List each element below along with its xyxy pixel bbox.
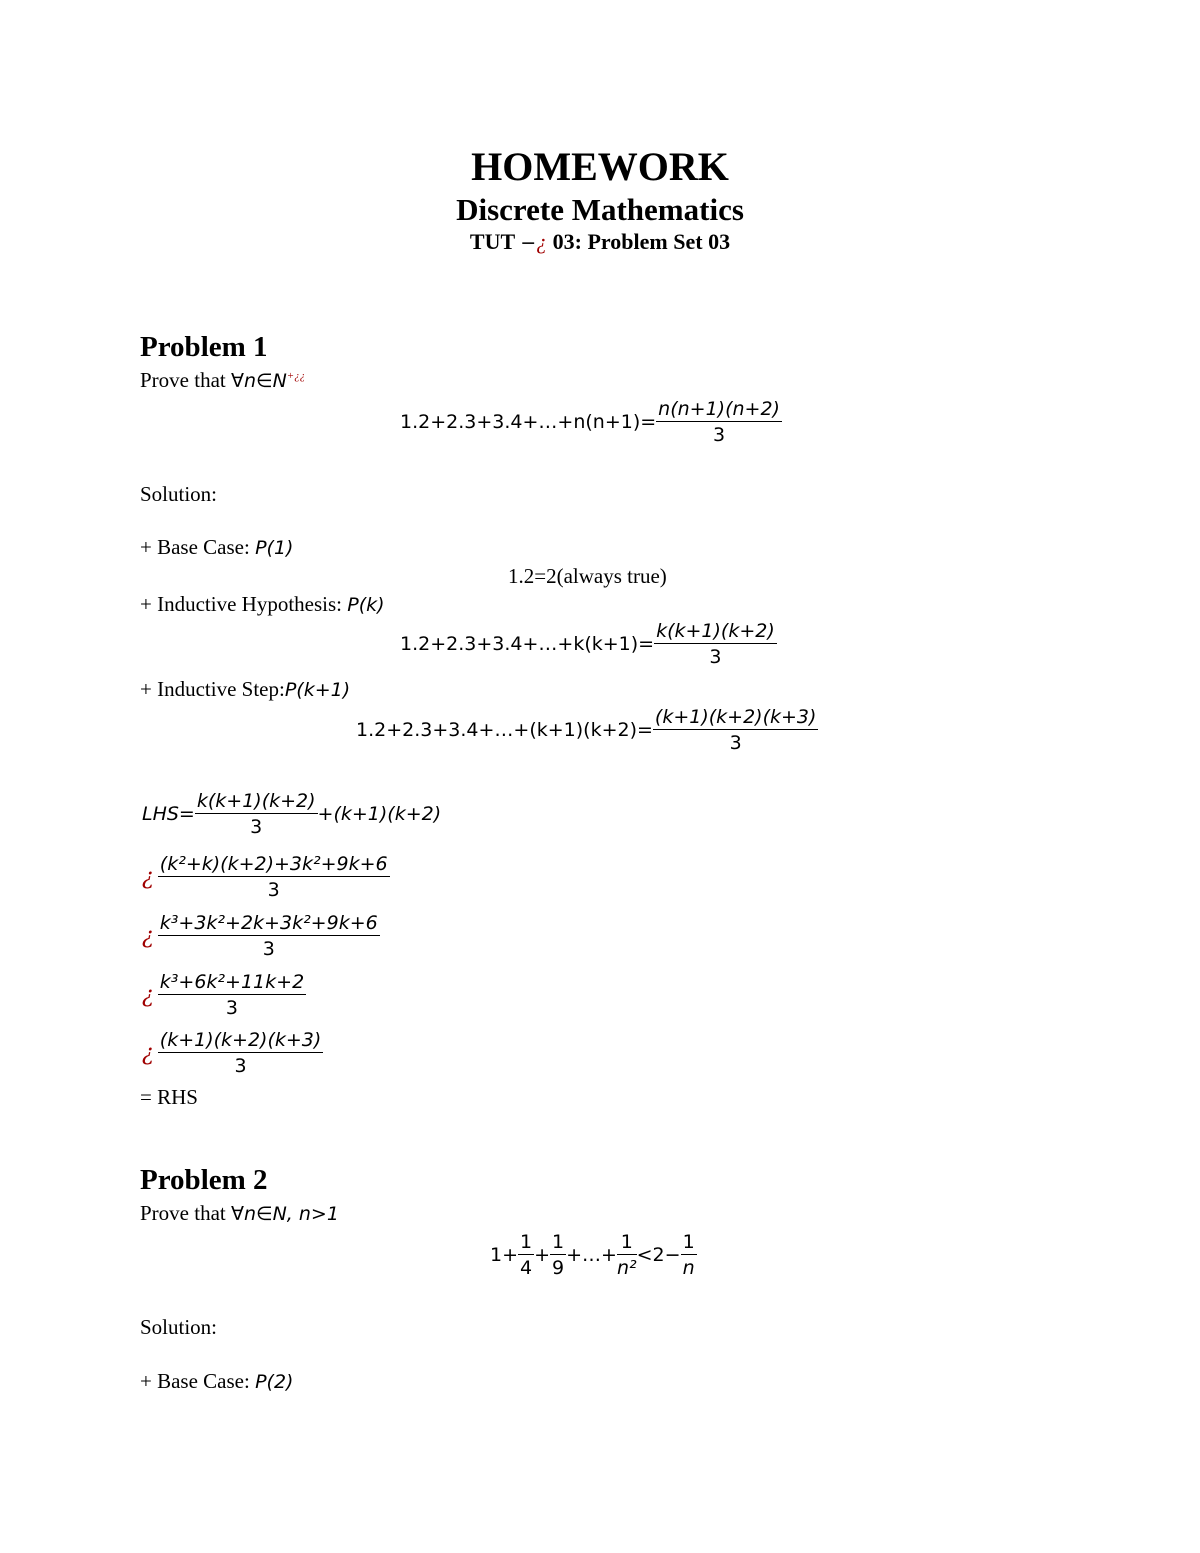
mark: ¿: [142, 1040, 154, 1066]
step-denominator: 3: [729, 732, 742, 754]
step-math: P(k+1): [284, 679, 351, 701]
line3-numerator: k³+3k²+2k+3k²+9k+6: [159, 912, 378, 934]
line5-fraction: [158, 1029, 324, 1077]
rhs-line: = RHS: [140, 1085, 198, 1109]
inductive-hypothesis: [140, 592, 385, 617]
line4-numerator: k³+6k²+11k+2: [159, 971, 305, 993]
statement-fraction: [656, 398, 782, 446]
tut-line: [0, 229, 1200, 255]
lhs-denominator: 3: [250, 816, 263, 838]
prove-prefix: Prove that: [140, 368, 226, 392]
frac2-num: 1: [552, 1231, 565, 1253]
line4-denominator: 3: [225, 997, 239, 1019]
derivation-line-4: [142, 971, 306, 1019]
frac3-num: 1: [617, 1231, 637, 1255]
base-case-2: [140, 1369, 293, 1394]
step-fraction: [653, 706, 819, 754]
plus-ellipsis: +…+: [566, 1244, 617, 1266]
frac-n-squared: [617, 1231, 637, 1279]
prove-math: ∀n∈N: [230, 370, 287, 392]
derivation-line-2: [142, 853, 390, 901]
lhs-fraction: [195, 790, 318, 838]
prove-sup: +¿¿: [286, 370, 306, 382]
statement-left: 1.2+2.3+3.4+…+n(n+1)=: [400, 411, 657, 433]
plus: +: [534, 1244, 551, 1266]
frac-one-over-n: [681, 1231, 697, 1279]
base-math: P(2): [255, 1371, 294, 1393]
step-left: 1.2+2.3+3.4+…+(k+1)(k+2)=: [356, 719, 653, 741]
problem2-statement: [490, 1231, 697, 1279]
hyp-left: 1.2+2.3+3.4+…+k(k+1)=: [400, 633, 655, 655]
line3-denominator: 3: [262, 938, 275, 960]
line2-numerator: (k²+k)(k+2)+3k²+9k+6: [159, 853, 388, 875]
tut-mark: ¿: [536, 229, 548, 254]
solution-label-2: Solution:: [140, 1315, 218, 1339]
hyp-label: + Inductive Hypothesis:: [140, 592, 342, 616]
sum-start: 1+: [490, 1244, 519, 1266]
base-label: + Base Case:: [140, 535, 250, 559]
base-result: 1.2=2(always true): [508, 564, 667, 588]
frac-ninth: [550, 1231, 566, 1279]
base-label: + Base Case:: [140, 1369, 250, 1393]
line3-fraction: [158, 912, 380, 960]
frac1-den: 4: [520, 1257, 533, 1279]
hyp-math: P(k): [347, 594, 385, 616]
base-math: P(1): [255, 537, 294, 559]
problem1-prove: [140, 368, 305, 393]
frac-quarter: [518, 1231, 534, 1279]
frac1-num: 1: [520, 1231, 533, 1253]
statement-denominator: 3: [713, 424, 726, 446]
problem2-heading: Problem 2: [140, 1164, 268, 1196]
mark: ¿: [142, 982, 154, 1008]
problem2-prove: [140, 1201, 339, 1226]
hypothesis-equation: [400, 620, 777, 668]
lhs-line: [142, 790, 441, 838]
prove-prefix: Prove that: [140, 1201, 226, 1225]
prove-math: ∀n∈N, n>1: [230, 1203, 339, 1225]
frac2-den: 9: [552, 1257, 565, 1279]
doc-title: HOMEWORK: [471, 144, 729, 189]
line2-fraction: [158, 853, 390, 901]
derivation-line-5: [142, 1029, 323, 1077]
step-numerator: (k+1)(k+2)(k+3): [654, 706, 817, 728]
problem1-statement: [400, 398, 782, 446]
base-case-1: [140, 535, 293, 560]
frac4-num: 1: [682, 1231, 695, 1253]
hyp-fraction: [654, 620, 777, 668]
problem1-heading: Problem 1: [140, 331, 268, 363]
frac3-den: n²: [616, 1257, 637, 1279]
tut-suffix: 03: Problem Set 03: [552, 229, 731, 254]
tut-dash: −: [520, 232, 537, 254]
hyp-numerator: k(k+1)(k+2): [656, 620, 775, 642]
frac4-den: n: [682, 1257, 695, 1279]
mark: ¿: [142, 864, 154, 890]
inductive-step: [140, 677, 350, 702]
statement-numerator: n(n+1)(n+2): [658, 398, 780, 420]
solution-label-1: Solution:: [140, 482, 218, 506]
line5-numerator: (k+1)(k+2)(k+3): [159, 1029, 322, 1051]
step-label: + Inductive Step:: [140, 677, 285, 701]
line5-denominator: 3: [234, 1055, 247, 1077]
lhs-label: LHS=: [142, 803, 195, 825]
step-equation: [356, 706, 818, 754]
doc-subtitle: Discrete Mathematics: [456, 192, 744, 227]
less-than: <2−: [636, 1244, 681, 1266]
lhs-tail: +(k+1)(k+2): [317, 803, 442, 825]
mark: ¿: [142, 923, 154, 949]
tut-prefix: TUT: [469, 229, 515, 254]
derivation-line-3: [142, 912, 380, 960]
hyp-denominator: 3: [709, 646, 722, 668]
line4-fraction: [158, 971, 306, 1019]
line2-denominator: 3: [267, 879, 280, 901]
lhs-numerator: k(k+1)(k+2): [196, 790, 316, 812]
